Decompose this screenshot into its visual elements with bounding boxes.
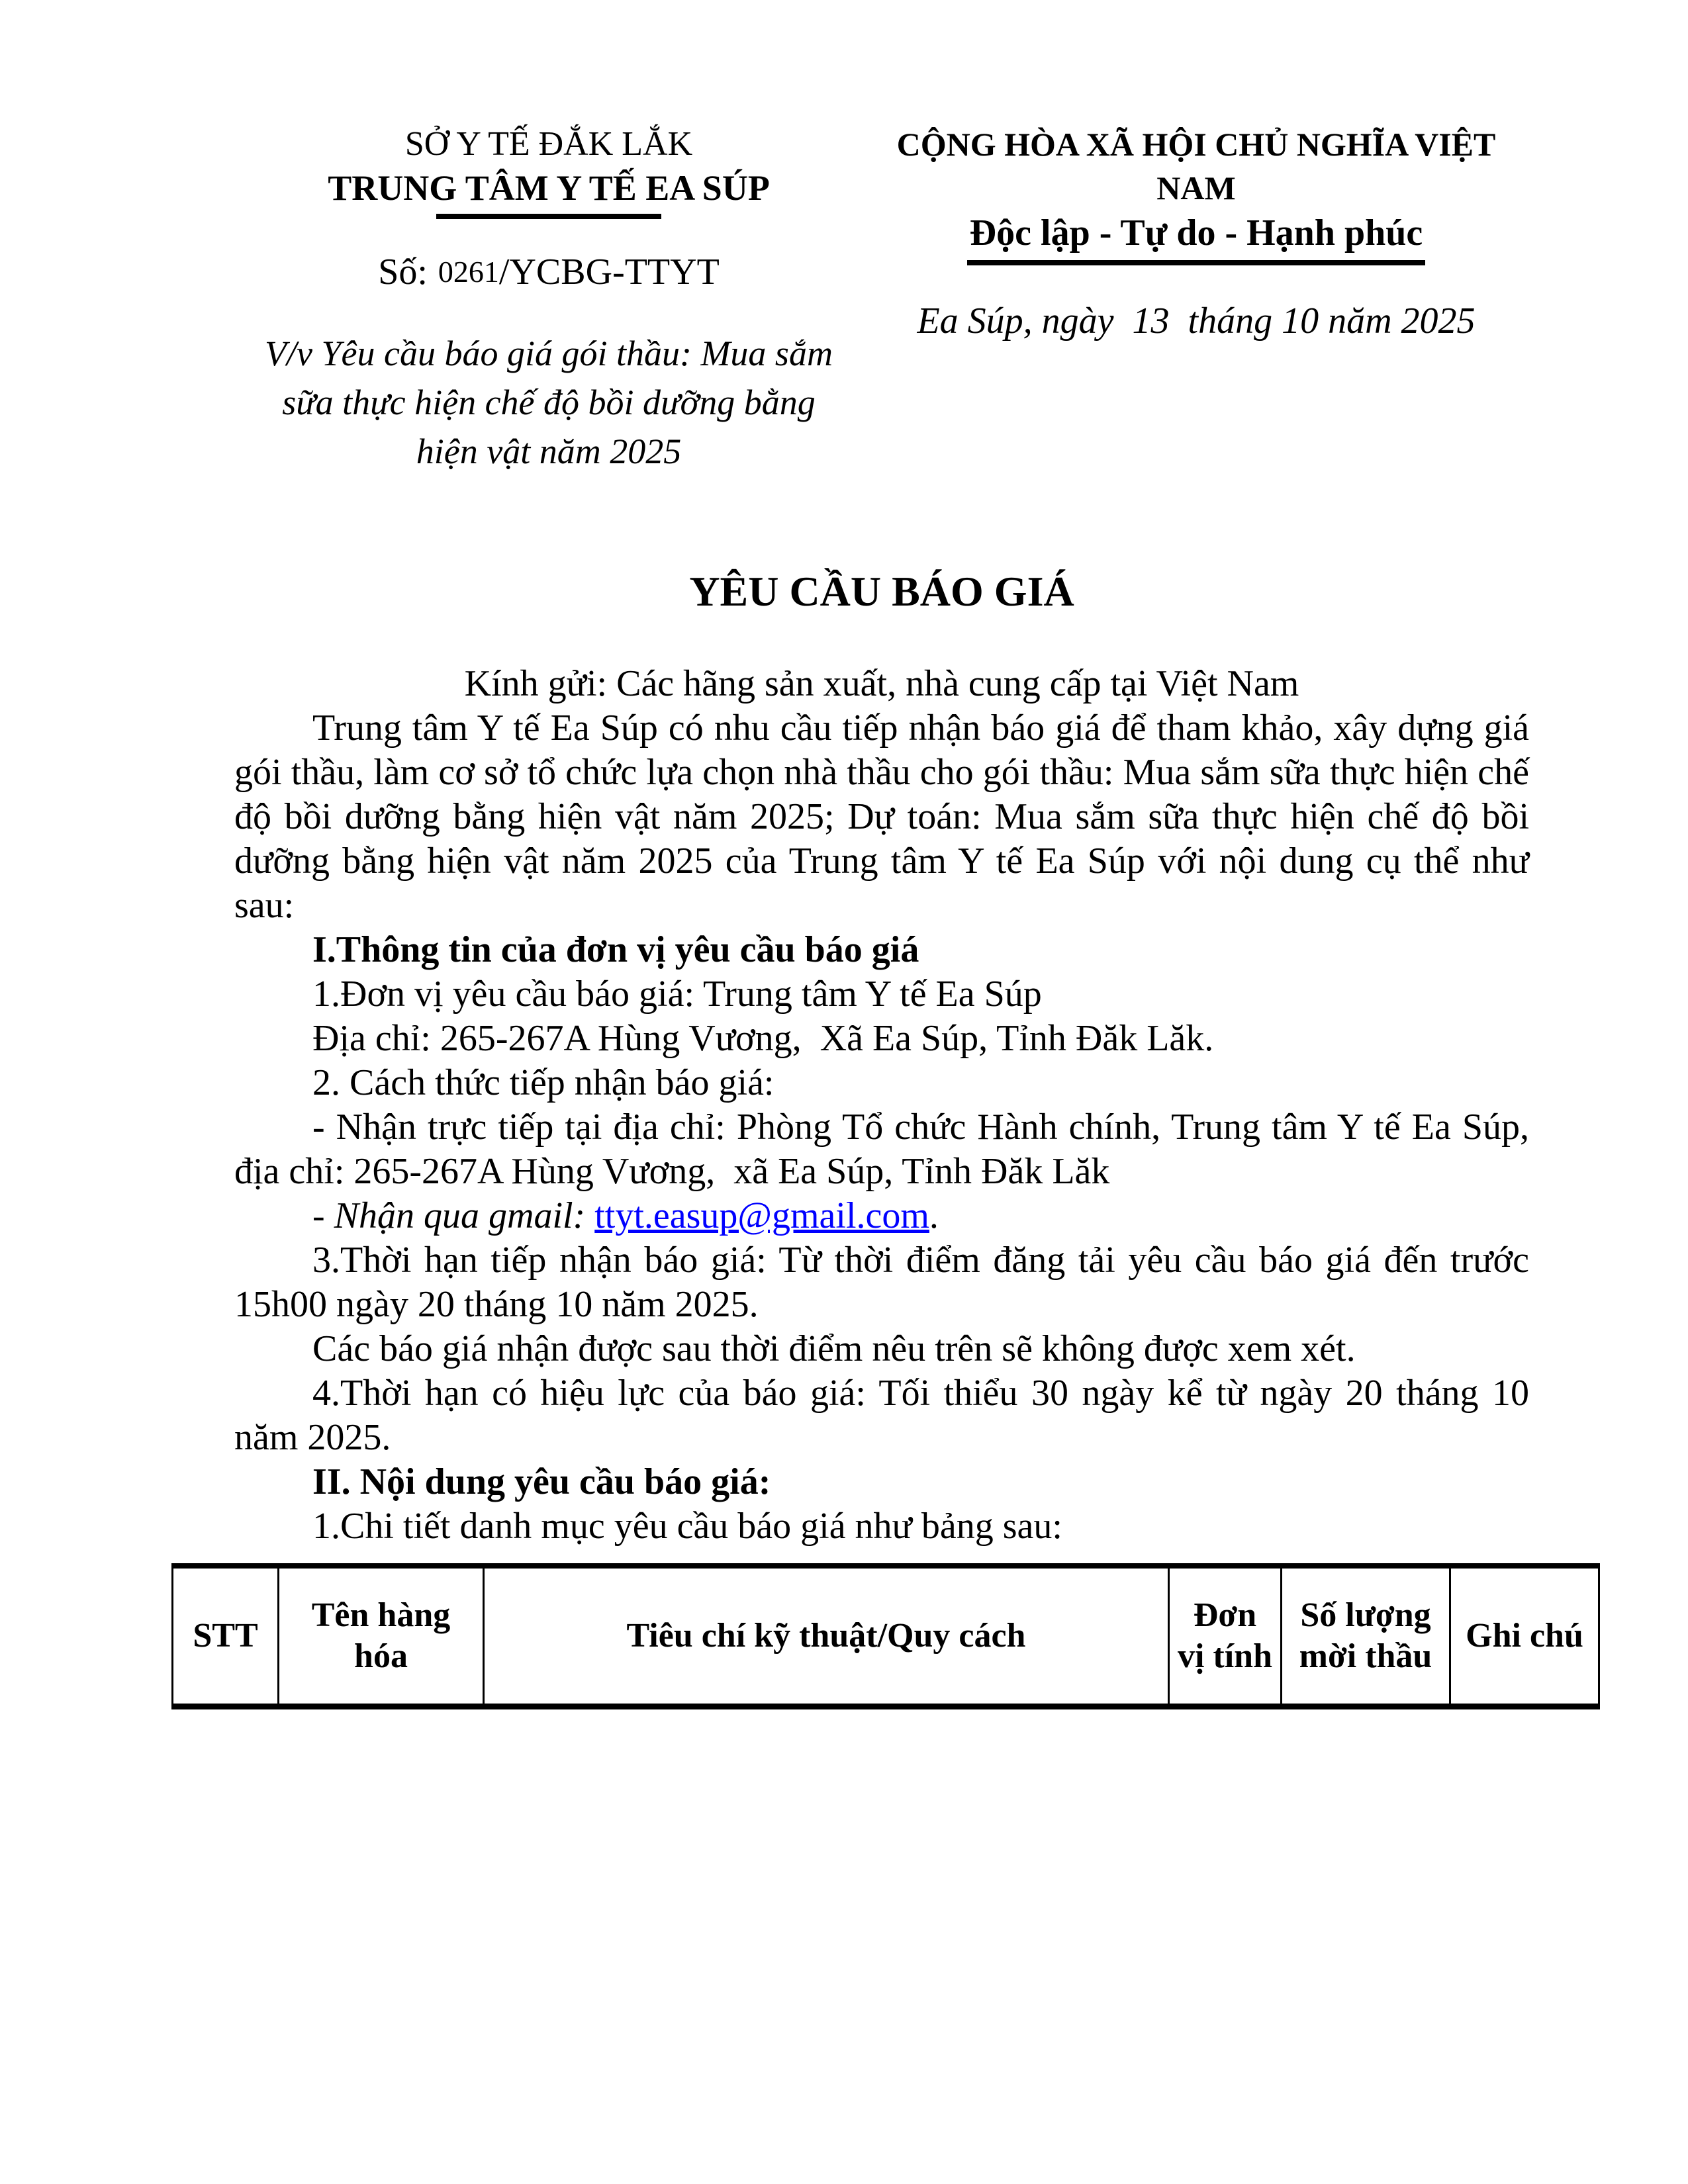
col-header-so-luong: Số lượng mời thầu: [1282, 1566, 1450, 1707]
quotation-table: [171, 1563, 1600, 1709]
subject-line-1: V/v Yêu cầu báo giá gói thầu: Mua sắm: [265, 334, 833, 373]
document-number-suffix: /YCBG-TTYT: [498, 251, 720, 293]
parent-org-name: SỞ Y TẾ ĐẮK LẮK: [404, 125, 693, 163]
section1-item3-deadline: 3.Thời hạn tiếp nhận báo giá: Từ thời điểm đăng tải yêu cầu báo giá đến trước 15h00 ngày 20 tháng 10 năm 2025.: [234, 1240, 1529, 1325]
section2-heading: II. Nội dung yêu cầu báo giá:: [312, 1461, 771, 1502]
section1-item4-validity: 4.Thời hạn có hiệu lực của báo giá: Tối thiểu 30 ngày kể từ ngày 20 tháng 10 năm 2025.: [234, 1373, 1529, 1458]
section1-item2-email-line: [234, 1194, 1529, 1238]
subject-line-3: hiện vật năm 2025: [416, 432, 682, 471]
subject-line-2: sữa thực hiện chế độ bồi dưỡng bằng: [282, 383, 816, 422]
email-link[interactable]: ttyt.easup@gmail.com: [594, 1195, 929, 1236]
col-header-stt: STT: [173, 1566, 279, 1707]
section1-item3-note: Các báo giá nhận được sau thời điểm nêu trên sẽ không được xem xét.: [312, 1328, 1356, 1369]
email-method-label: - Nhận qua gmail:: [312, 1195, 595, 1236]
col-header-don-vi-tinh: Đơn vị tính: [1169, 1566, 1282, 1707]
col-header-ten-hang-hoa: Tên hàng hóa: [279, 1566, 484, 1707]
section1-item2-heading: 2. Cách thức tiếp nhận báo giá:: [312, 1062, 774, 1103]
section1-item1-unit: 1.Đơn vị yêu cầu báo giá: Trung tâm Y tế Ea Súp: [312, 974, 1042, 1015]
national-motto-line2: Độc lập - Tự do - Hạnh phúc: [967, 212, 1426, 265]
section1-item1-address: Địa chỉ: 265-267A Hùng Vương, Xã Ea Súp, Tỉnh Đăk Lăk.: [312, 1018, 1214, 1059]
col-header-tieu-chi: Tiêu chí kỹ thuật/Quy cách: [484, 1566, 1169, 1707]
col-header-ghi-chu: Ghi chú: [1450, 1566, 1599, 1707]
quotation-table-wrapper: [171, 1563, 1598, 1709]
section2-table-intro: 1.Chi tiết danh mục yêu cầu báo giá như bảng sau:: [312, 1506, 1062, 1547]
table-header-row: [173, 1566, 1599, 1707]
header-right-block: [863, 122, 1529, 476]
org-name: TRUNG TÂM Y TẾ EA SÚP: [328, 168, 770, 208]
section1-heading: I.Thông tin của đơn vị yêu cầu báo giá: [312, 929, 919, 970]
section1-item2-direct: - Nhận trực tiếp tại địa chỉ: Phòng Tổ chức Hành chính, Trung tâm Y tế Ea Súp, địa chỉ: 265-267A Hùng Vương, xã Ea Súp, Tỉnh Đăk Lăk: [234, 1107, 1538, 1192]
document-number-label: Số:: [378, 251, 428, 293]
intro-paragraph: Trung tâm Y tế Ea Súp có nhu cầu tiếp nhận báo giá để tham khảo, xây dựng giá gói thầu, làm cơ sở tổ chức lựa chọn nhà thầu cho gói thầu: Mua sắm sữa thực hiện chế độ bồi dưỡng bằng hiện vật năm 2025; Dự toán: Mua sắm sữa thực hiện chế độ bồi dưỡng bằng hiện vật năm 2025 của Trung tâm Y tế Ea Súp với nội dung cụ thể như sau:: [234, 707, 1538, 926]
org-name-underline: [436, 214, 661, 219]
page-title: YÊU CẦU BÁO GIÁ: [689, 568, 1074, 615]
document-number-line: [234, 250, 863, 295]
email-line-period: .: [929, 1195, 939, 1236]
header-left-block: [234, 122, 863, 476]
document-header: [234, 122, 1529, 476]
national-motto-line1: CỘNG HÒA XÃ HỘI CHỦ NGHĨA VIỆT NAM: [896, 126, 1496, 206]
document-number-value: 0261: [438, 255, 499, 289]
salutation-line: Kính gửi: Các hãng sản xuất, nhà cung cấp tại Việt Nam: [464, 663, 1299, 704]
document-subject: [234, 329, 863, 476]
place-date-line: Ea Súp, ngày 13 tháng 10 năm 2025: [917, 300, 1476, 341]
